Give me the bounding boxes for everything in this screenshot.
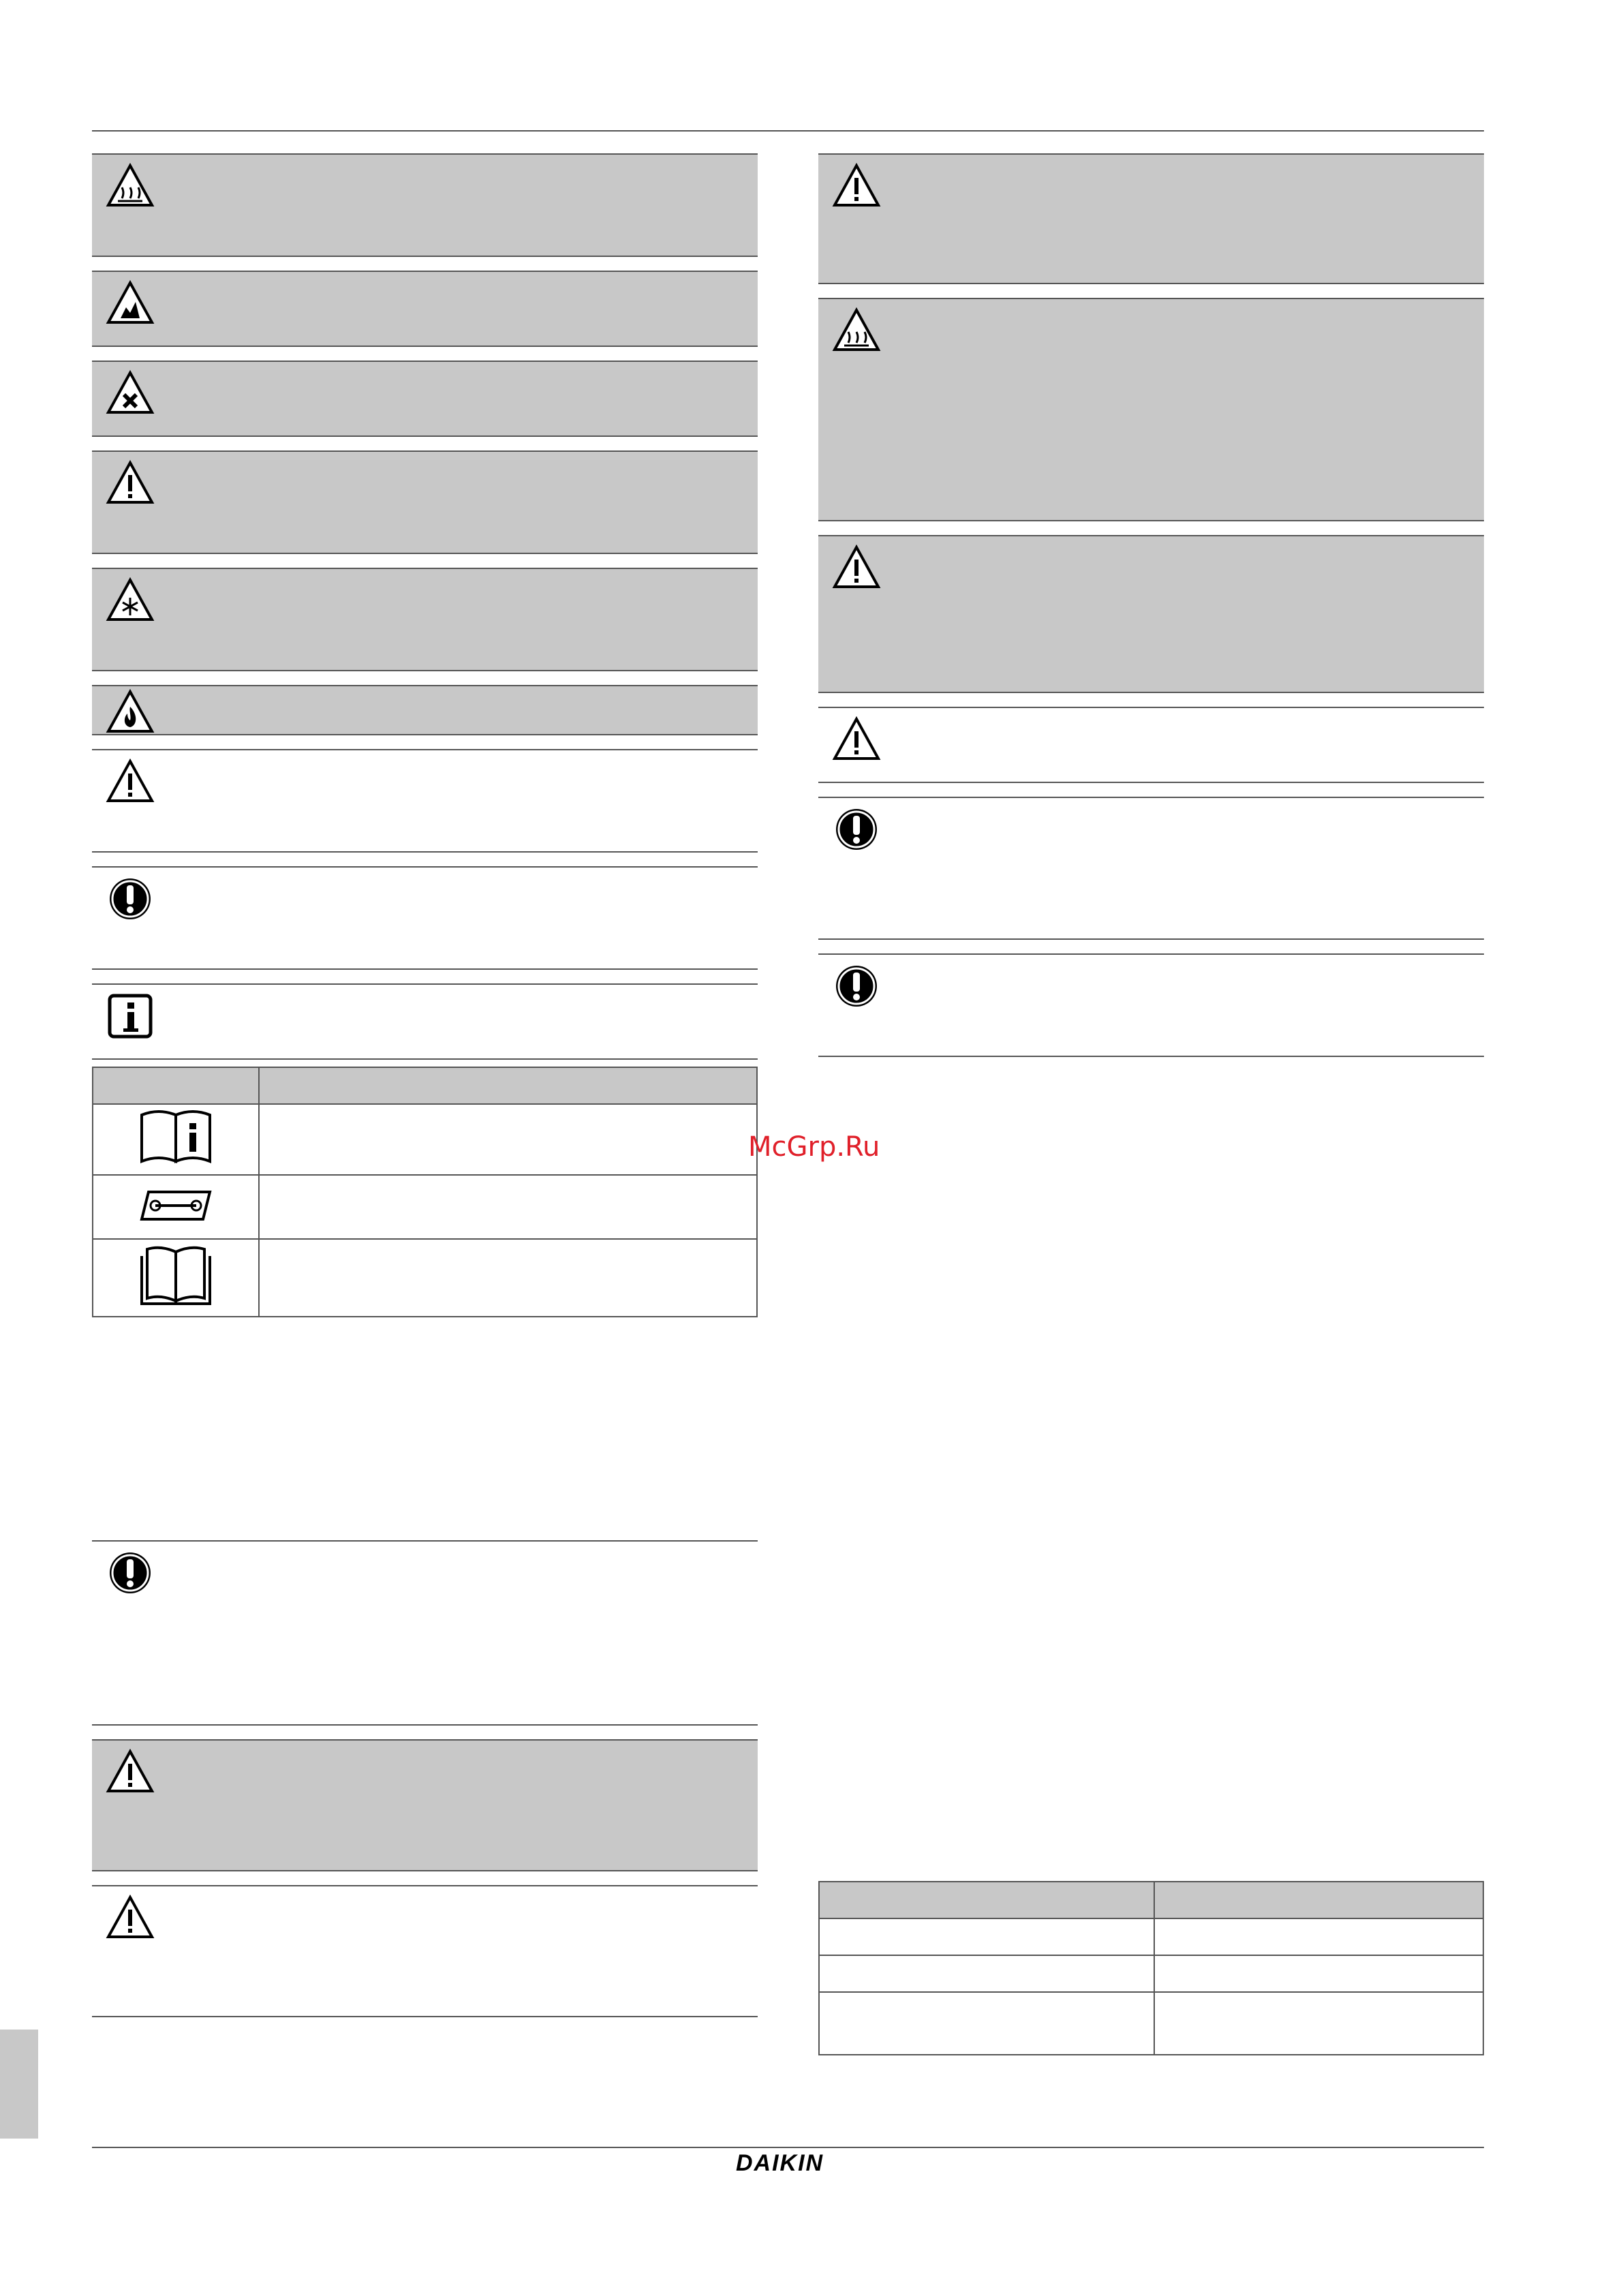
information-icon	[106, 993, 155, 1039]
hot-surface-warning-icon	[106, 163, 155, 209]
general-warning-icon	[106, 759, 155, 805]
general-warning-icon	[106, 1749, 155, 1795]
caution-exclamation-icon	[106, 1550, 155, 1596]
table-header-row	[93, 1067, 757, 1104]
caution-exclamation-icon	[106, 876, 155, 922]
danger-hot-surface-box-right	[818, 298, 1484, 521]
table-row	[93, 1239, 757, 1317]
documentation-symbols-table	[92, 1067, 758, 1317]
freezing-warning-icon	[106, 577, 155, 624]
general-warning-icon	[832, 716, 881, 763]
specification-table	[818, 1881, 1484, 2055]
general-warning-icon	[832, 545, 881, 591]
general-warning-icon	[106, 1895, 155, 1941]
caution-box-1	[92, 866, 758, 970]
table-header-cell	[259, 1067, 757, 1104]
caution-box-2	[92, 1540, 758, 1726]
table-cell	[93, 1104, 259, 1175]
table-cell	[819, 1918, 1154, 1955]
danger-explosion-box	[92, 271, 758, 347]
header-rule	[92, 130, 1484, 132]
table-header-cell	[819, 1882, 1154, 1918]
service-manual-icon	[135, 1185, 217, 1226]
table-cell	[1154, 1955, 1483, 1992]
table-header-row	[819, 1882, 1483, 1918]
danger-general-box-right-2	[818, 535, 1484, 693]
caution-box-right-2	[818, 953, 1484, 1057]
table-cell	[1154, 1992, 1483, 2055]
caution-exclamation-icon	[832, 806, 881, 853]
table-cell	[259, 1239, 757, 1317]
warning-flammable-box	[92, 685, 758, 735]
footer-rule	[92, 2147, 1484, 2148]
table-cell	[819, 1992, 1154, 2055]
table-row	[819, 1955, 1483, 1992]
table-cell	[259, 1104, 757, 1175]
table-header-cell	[1154, 1882, 1483, 1918]
table-row	[93, 1104, 757, 1175]
general-warning-icon	[106, 460, 155, 506]
caution-exclamation-icon	[832, 963, 881, 1009]
table-row	[819, 1992, 1483, 2055]
watermark: McGrp.Ru	[748, 1131, 880, 1163]
danger-general-box	[92, 450, 758, 554]
table-cell	[259, 1175, 757, 1239]
installer-reference-guide-icon	[135, 1109, 217, 1167]
warning-box-1	[92, 749, 758, 853]
table-header-cell	[93, 1067, 259, 1104]
table-row	[93, 1175, 757, 1239]
warning-box-2	[92, 1885, 758, 2017]
harmful-substance-icon	[106, 370, 155, 416]
flammable-material-icon	[106, 689, 155, 735]
hot-surface-warning-icon	[832, 307, 881, 354]
danger-general-box-2	[92, 1739, 758, 1871]
table-row	[819, 1918, 1483, 1955]
table-cell	[93, 1175, 259, 1239]
table-cell	[819, 1955, 1154, 1992]
danger-harmful-box	[92, 361, 758, 437]
read-manual-icon	[135, 1242, 217, 1311]
explosion-warning-icon	[106, 280, 155, 326]
brand-logo: DAIKIN	[736, 2150, 824, 2176]
information-box	[92, 983, 758, 1060]
warning-box-right	[818, 707, 1484, 783]
table-cell	[1154, 1918, 1483, 1955]
general-warning-icon	[832, 163, 881, 209]
caution-box-right-1	[818, 797, 1484, 940]
danger-hot-surface-box	[92, 153, 758, 257]
danger-general-box-right	[818, 153, 1484, 284]
side-language-tab	[0, 2030, 38, 2139]
table-cell	[93, 1239, 259, 1317]
danger-freezing-box	[92, 568, 758, 671]
